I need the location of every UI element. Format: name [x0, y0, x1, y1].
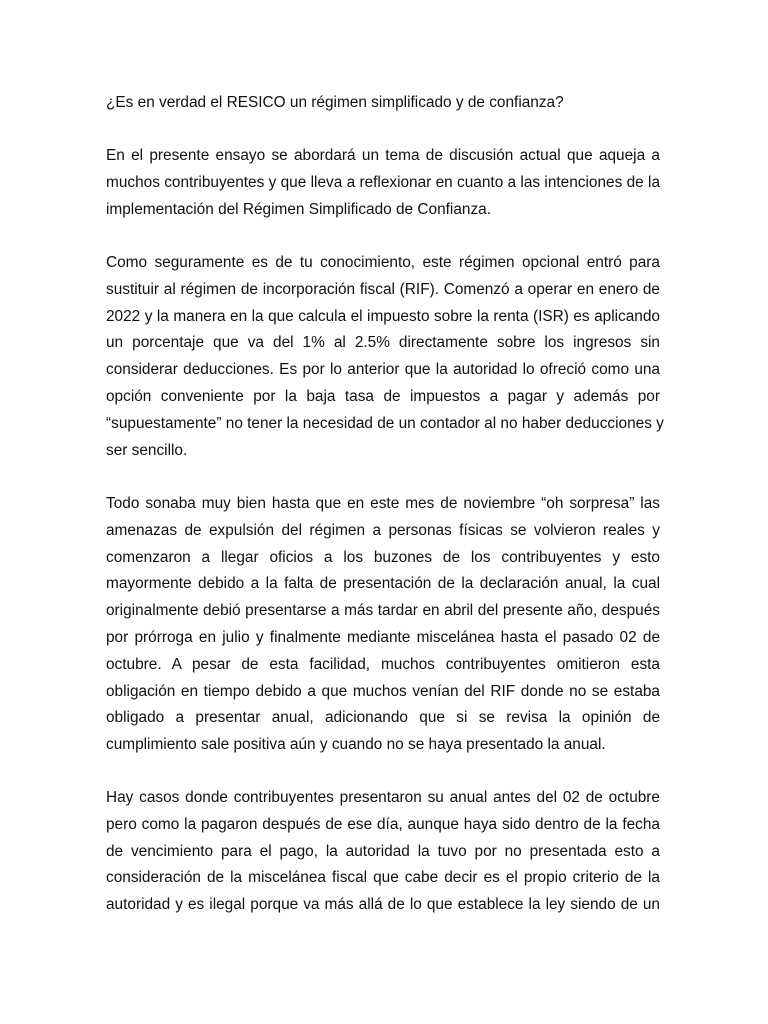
paragraph-expulsion-threats: [106, 491, 660, 759]
paragraph-line: En el presente ensayo se abordará un tema de discusión actual que aqueja a: [106, 147, 660, 164]
paragraph-line: obligación en tiempo debido a que muchos venían del RIF donde no se estaba: [106, 682, 660, 700]
paragraph-late-payment-cases: [106, 785, 660, 919]
paragraph-line: autoridad y es ilegal porque va más allá de lo que establece la ley siendo de un: [106, 896, 660, 914]
paragraph-line: muchos contribuyentes y que lleva a reflexionar en cuanto a las intenciones de la: [106, 173, 660, 191]
paragraph-line: por prórroga en julio y finalmente mediante miscelánea hasta el pasado 02 de: [106, 628, 660, 646]
paragraph-line: cumplimiento sale positiva aún y cuando no se haya presentado la anual.: [106, 736, 606, 754]
paragraph-line: originalmente debió presentarse a más tardar en abril del presente año, después: [106, 602, 660, 620]
paragraph-line: consideración de la miscelánea fiscal que cabe decir es el propio criterio de la: [106, 869, 660, 887]
paragraph-line: ser sencillo.: [106, 441, 188, 459]
paragraph-line: mayormente debido a la falta de presentación de la declaración anual, la cual: [106, 575, 660, 593]
paragraph-line: “supuestamente” no tener la necesidad de un contador al no haber deducciones y: [106, 414, 664, 432]
paragraph-line: sustituir al régimen de incorporación fiscal (RIF). Comenzó a operar en enero de: [106, 280, 660, 298]
paragraph-regime-description: [106, 250, 664, 464]
paragraph-line: un porcentaje que va del 1% al 2.5% directamente sobre los ingresos sin: [106, 334, 660, 352]
paragraph-line: Como seguramente es de tu conocimiento, este régimen opcional entró para: [106, 254, 660, 271]
paragraph-line: obligado a presentar anual, adicionando que si se revisa la opinión de: [106, 709, 660, 727]
paragraph-line: opción conveniente por la baja tasa de impuestos a pagar y además por: [106, 387, 660, 405]
paragraph-line: comenzaron a llegar oficios a los buzones de los contribuyentes y esto: [106, 548, 660, 566]
document-title: ¿Es en verdad el RESICO un régimen simplificado y de confianza?: [106, 94, 564, 111]
paragraph-line: amenazas de expulsión del régimen a personas físicas se volvieron reales y: [106, 521, 660, 539]
paragraph-line: Hay casos donde contribuyentes presentaron su anual antes del 02 de octubre: [106, 789, 660, 806]
paragraph-line: implementación del Régimen Simplificado de Confianza.: [106, 200, 491, 218]
paragraph-introduction: [106, 143, 660, 223]
paragraph-line: Todo sonaba muy bien hasta que en este mes de noviembre “oh sorpresa” las: [106, 495, 660, 512]
paragraph-line: considerar deducciones. Es por lo anterior que la autoridad lo ofreció como una: [106, 361, 660, 379]
paragraph-line: de vencimiento para el pago, la autoridad la tuvo por no presentada esto a: [106, 842, 660, 860]
paragraph-line: octubre. A pesar de esta facilidad, muchos contribuyentes omitieron esta: [106, 655, 660, 673]
paragraph-line: 2022 y la manera en la que calcula el impuesto sobre la renta (ISR) es aplicando: [106, 307, 660, 325]
paragraph-line: pero como la pagaron después de ese día, aunque haya sido dentro de la fecha: [106, 815, 660, 833]
